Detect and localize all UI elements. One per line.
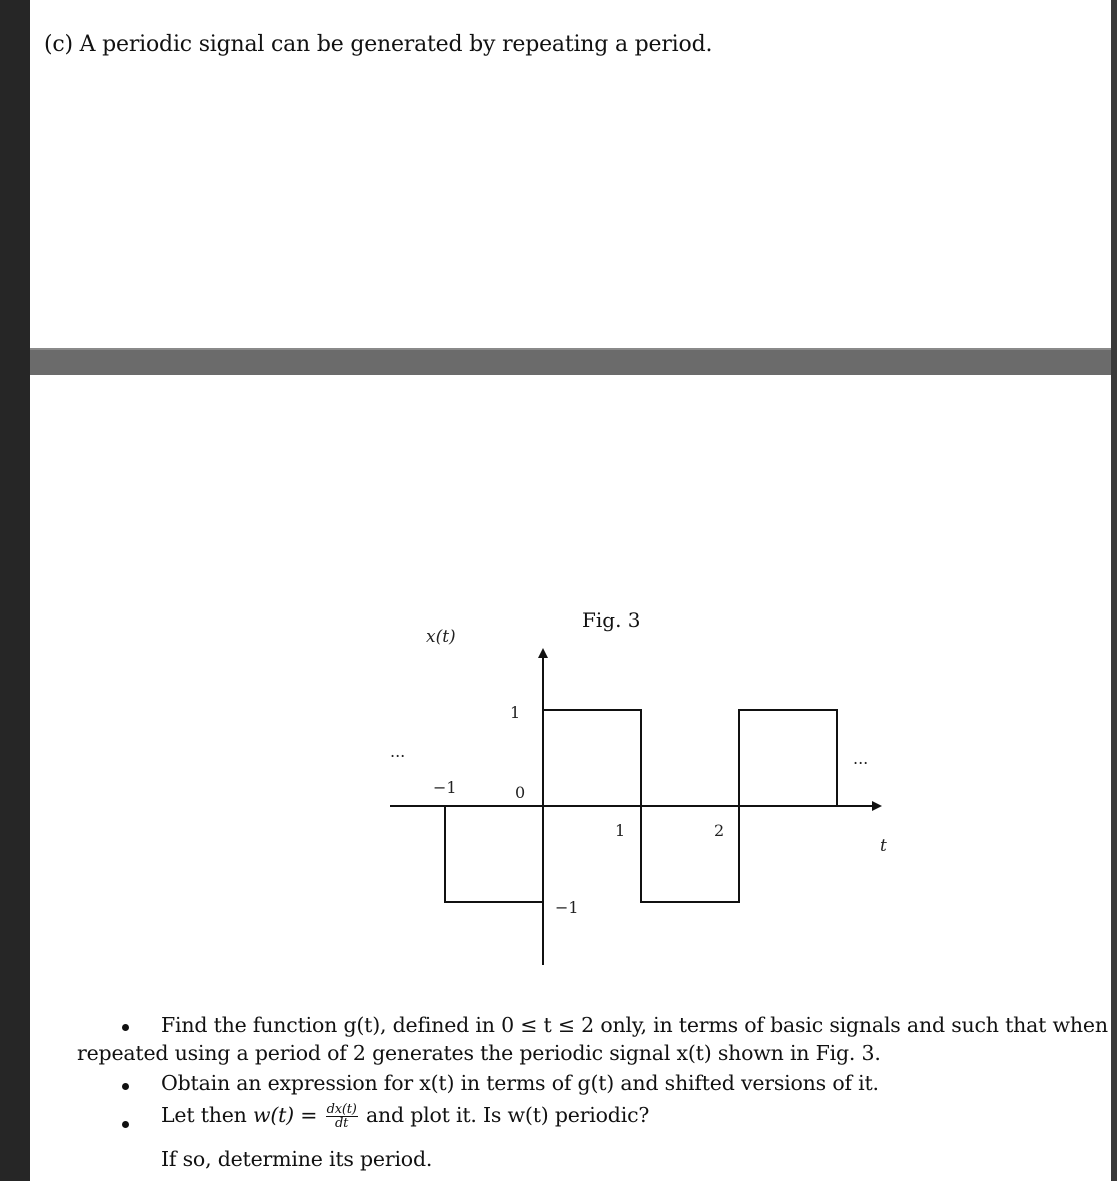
tick-y-minus1: −1 [555,898,579,917]
bullet-2-text: Obtain an expression for x(t) in terms of g(t) and shifted versions of it. [161,1071,879,1095]
bullet-3-text [161,1103,649,1130]
derivative-fraction [326,1103,358,1130]
tick-x-one: 1 [615,821,626,840]
bullet-3-suffix: and plot it. Is w(t) periodic? [359,1103,650,1127]
bullet-marker-3 [122,1121,129,1128]
bullet-1-line-1: Find the function g(t), defined in 0 ≤ t ≤ 2 only, in terms of basic signals and such that when [161,1013,1108,1037]
bullet-1-line-2: repeated using a period of 2 generates the periodic signal x(t) shown in Fig. 3. [77,1041,881,1065]
x-axis-label: t [880,836,887,856]
ellipsis-left: ... [390,742,406,761]
bullet-marker-2 [122,1083,129,1090]
fraction-numerator: dx(t) [326,1102,357,1117]
tick-x-two: 2 [714,821,725,840]
y-axis-label: x(t) [426,627,456,647]
figure-caption: Fig. 3 [582,608,641,632]
bullet-3-line-2: If so, determine its period. [161,1147,433,1171]
bullet-3-lhs: w(t) = [253,1103,318,1127]
tick-y-one: 1 [510,703,521,722]
fraction-denominator: dt [335,1116,349,1131]
tick-x-minus1: −1 [433,778,457,797]
bullet-3-prefix: Let then [161,1103,253,1127]
tick-x-zero: 0 [515,783,526,802]
ellipsis-right: ... [853,749,869,768]
part-c-heading: (c) A periodic signal can be generated by repeating a period. [44,32,713,57]
bullet-marker-1 [122,1024,129,1031]
